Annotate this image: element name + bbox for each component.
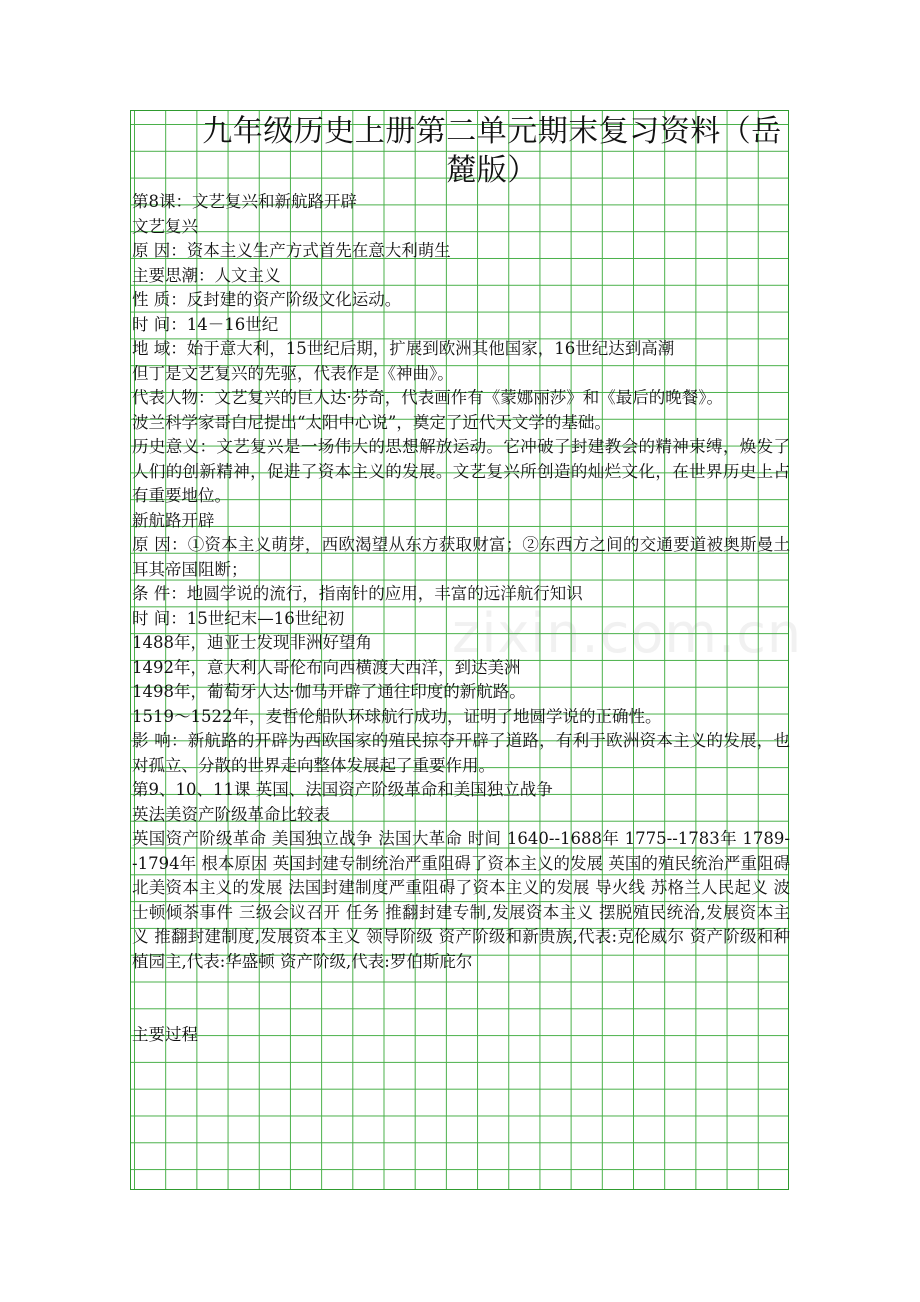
- routes-conditions: 条 件：地圆学说的流行，指南针的应用，丰富的远洋航行知识: [132, 584, 583, 603]
- document-body: [132, 112, 790, 1048]
- renaissance-dante: 但丁是文艺复兴的先驱，代表作是《神曲》。: [132, 363, 454, 383]
- routes-1498: 1498年，葡萄牙人达·伽马开辟了通往印度的新航路。: [132, 682, 526, 701]
- lesson-8-heading: 第8课：文艺复兴和新航路开辟: [132, 192, 357, 211]
- routes-impact: 影 响：新航路的开辟为西欧国家的殖民掠夺开辟了道路，有利于欧洲资本主义的发展，也对孤立、分散的世界走向整体发展起了重要作用。: [132, 731, 790, 775]
- routes-1488: 1488年，迪亚士发现非洲好望角: [132, 633, 372, 652]
- main-process-heading: 主要过程: [132, 1025, 198, 1044]
- renaissance-time: 时 间：14－16世纪: [132, 314, 279, 334]
- watermark: zixin.com.cn: [452, 602, 803, 665]
- comparison-table-title: 英法美资产阶级革命比较表: [132, 804, 330, 824]
- section-new-routes: 新航路开辟: [132, 510, 215, 530]
- routes-cause: 原 因：①资本主义萌芽，西欧渴望从东方获取财富；②东西方之间的交通要道被奥斯曼土耳其帝国阻断；: [132, 535, 790, 579]
- renaissance-nature: 性 质：反封建的资产阶级文化运动。: [132, 290, 402, 309]
- document-title: 九年级历史上册第二单元期末复习资料（岳麓版）: [202, 114, 782, 188]
- renaissance-thought: 主要思潮：人文主义: [132, 265, 281, 285]
- comparison-table-text: 英国资产阶级革命 美国独立战争 法国大革命 时间 1640--1688年 1775--1783年 1789--1794年 根本原因 英国封建专制统治严重阻碍了资本主义的发展 英国的殖民统治严重阻碍北美资本主义的发展 法国封建制度严重阻碍了资本主义的发展 导火线 苏格兰人民起义 波士顿倾茶事件 三级会议召开 任务 推翻封建专制,发展资本主义 摆脱殖民统治,发展资本主义 推翻封建制度,发展资本主义 领导阶级 资产阶级和新贵族,代表:克伦威尔 资产阶级和种植园主,代表:华盛顿 资产阶级,代表:罗伯斯庇尔: [132, 829, 790, 971]
- renaissance-region: 地 域：始于意大利，15世纪后期，扩展到欧洲其他国家，16世纪达到高潮: [132, 339, 675, 358]
- renaissance-copernicus: 波兰科学家哥白尼提出“太阳中心说”，奠定了近代天文学的基础。: [132, 412, 611, 432]
- routes-1492: 1492年，意大利人哥伦布向西横渡大西洋，到达美洲: [132, 657, 521, 677]
- routes-1519: 1519～1522年，麦哲伦船队环球航行成功，证明了地圆学说的正确性。: [132, 706, 662, 726]
- section-renaissance: 文艺复兴: [132, 216, 198, 236]
- renaissance-cause: 原 因：资本主义生产方式首先在意大利萌生: [132, 241, 451, 260]
- routes-time: 时 间：15世纪末—16世纪初: [132, 608, 345, 628]
- lesson-9-11-heading: 第9、10、11课 英国、法国资产阶级革命和美国独立战争: [132, 780, 553, 799]
- renaissance-figures: 代表人物：文艺复兴的巨人达·芬奇，代表画作有《蒙娜丽莎》和《最后的晚餐》。: [132, 388, 723, 407]
- spacer: [132, 974, 790, 1023]
- renaissance-significance: 历史意义：文艺复兴是一场伟大的思想解放运动。它冲破了封建教会的精神束缚，焕发了人们的创新精神，促进了资本主义的发展。文艺复兴所创造的灿烂文化，在世界历史上占有重要地位。: [132, 437, 790, 505]
